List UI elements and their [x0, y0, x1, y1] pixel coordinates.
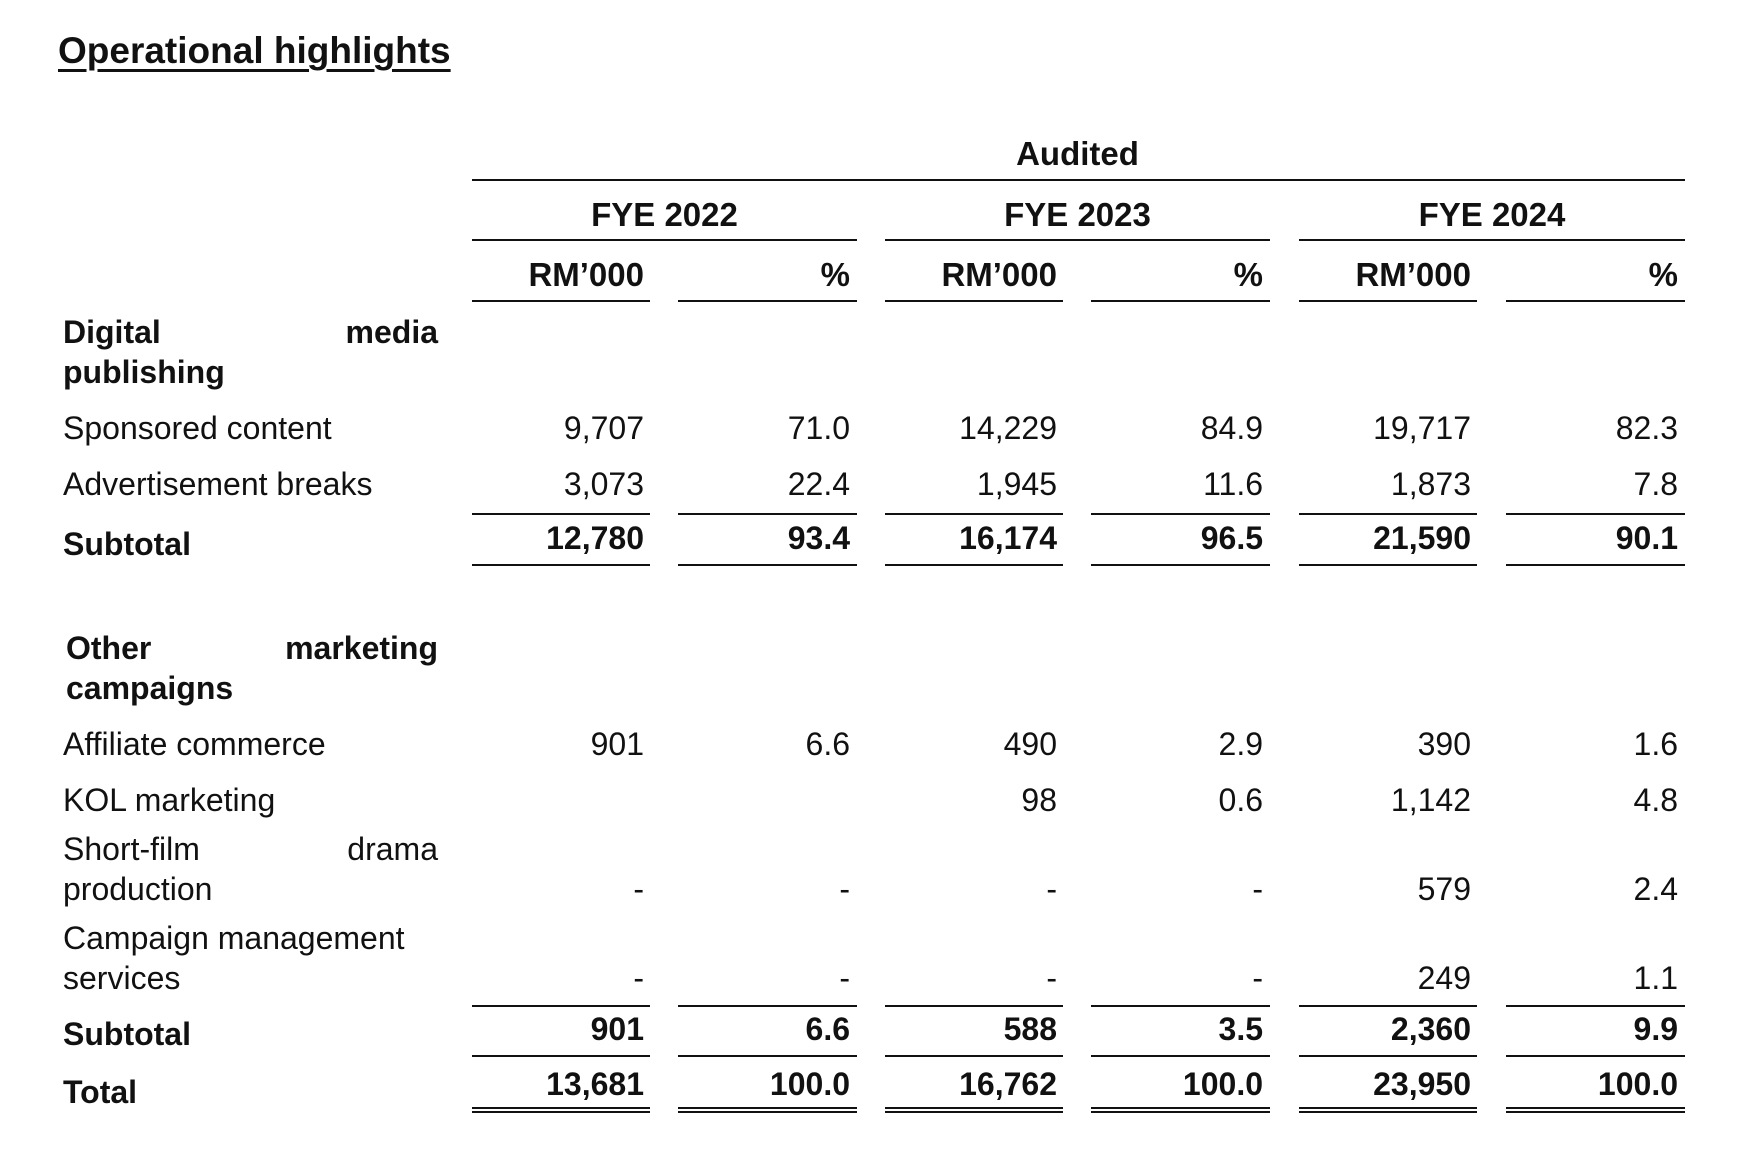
table-cell: 16,174 — [959, 520, 1057, 556]
table-cell: 579 — [1417, 871, 1471, 907]
table-cell: 22.4 — [787, 466, 850, 502]
table-cell: 2.4 — [1633, 871, 1678, 907]
table-cell: 19,717 — [1373, 410, 1471, 446]
col-rule — [472, 300, 650, 302]
pct-header: % — [1233, 256, 1263, 293]
table-cell: 1.1 — [1633, 960, 1678, 996]
table-cell: - — [633, 871, 644, 907]
table-cell: 84.9 — [1200, 410, 1263, 446]
table-cell: 93.4 — [787, 520, 850, 556]
col-rule — [885, 300, 1063, 302]
table-cell: 0.6 — [1218, 782, 1263, 818]
total-double-rule — [472, 1107, 650, 1113]
year-rule — [885, 239, 1270, 241]
table-cell: 100.0 — [1597, 1066, 1678, 1102]
table-cell: 9.9 — [1633, 1011, 1678, 1047]
table-cell: 1,142 — [1390, 782, 1471, 818]
unit-header: RM’000 — [941, 256, 1057, 293]
subtotal-rule — [678, 564, 857, 566]
table-cell: 3,073 — [563, 466, 644, 502]
table-cell: 7.8 — [1633, 466, 1678, 502]
subtotal-rule — [885, 564, 1063, 566]
table-cell: 23,950 — [1373, 1066, 1471, 1102]
unit-header: RM’000 — [1355, 256, 1471, 293]
col-rule — [1091, 300, 1270, 302]
table-cell: 11.6 — [1203, 466, 1263, 502]
audited-rule — [472, 179, 1685, 181]
table-cell: - — [1252, 960, 1263, 996]
table-cell: 1,873 — [1390, 466, 1471, 502]
table-cell: 1,945 — [976, 466, 1057, 502]
table-cell: 21,590 — [1373, 520, 1471, 556]
table-cell: 901 — [590, 1011, 644, 1047]
table-cell: 14,229 — [959, 410, 1057, 446]
table-cell: 249 — [1417, 960, 1471, 996]
table-cell: 6.6 — [805, 726, 850, 762]
table-cell: 71.0 — [787, 410, 850, 446]
total-double-rule — [1299, 1107, 1477, 1113]
table-cell: 13,681 — [546, 1066, 644, 1102]
table-cell: 6.6 — [805, 1011, 850, 1047]
subtotal-rule — [885, 1055, 1063, 1057]
total-double-rule — [1091, 1107, 1270, 1113]
table-cell: 100.0 — [1182, 1066, 1263, 1102]
page-title: Operational highlights — [58, 30, 451, 71]
year-rule — [1299, 239, 1685, 241]
subtotal-rule — [1299, 1055, 1477, 1057]
subtotal-rule — [1506, 513, 1685, 515]
subtotal-rule — [1091, 564, 1270, 566]
unit-header: RM’000 — [528, 256, 644, 293]
total-double-rule — [678, 1107, 857, 1113]
subtotal-rule — [472, 564, 650, 566]
subtotal-rule — [1091, 1055, 1270, 1057]
row-label-campaign-management-services: Campaign management services — [63, 920, 405, 996]
table-cell: 901 — [590, 726, 644, 762]
year-header-2023: FYE 2023 — [1004, 196, 1151, 233]
col-rule — [678, 300, 857, 302]
year-header-2024: FYE 2024 — [1418, 196, 1566, 233]
subtotal-rule — [678, 1005, 857, 1007]
table-cell: - — [1252, 871, 1263, 907]
row-label-subtotal: Subtotal — [63, 526, 191, 562]
table-cell: 90.1 — [1615, 520, 1678, 556]
subtotal-rule — [472, 1055, 650, 1057]
table-cell: 100.0 — [769, 1066, 850, 1102]
subtotal-rule — [678, 1055, 857, 1057]
total-double-rule — [1506, 1107, 1685, 1113]
pct-header: % — [820, 256, 850, 293]
table-cell: 9,707 — [563, 410, 644, 446]
subtotal-rule — [678, 513, 857, 515]
section-heading-digital-media-publishing: Digital media publishing — [63, 314, 438, 390]
table-cell: 16,762 — [959, 1066, 1057, 1102]
section-heading-other-marketing-campaigns: Other marketing campaigns — [66, 630, 438, 706]
table-cell: 4.8 — [1633, 782, 1678, 818]
row-label-affiliate-commerce: Affiliate commerce — [63, 726, 326, 762]
table-cell: - — [839, 960, 850, 996]
table-cell: 82.3 — [1615, 410, 1678, 446]
subtotal-rule — [885, 513, 1063, 515]
subtotal-rule — [1299, 513, 1477, 515]
col-rule — [1506, 300, 1685, 302]
subtotal-rule — [1091, 1005, 1270, 1007]
table-cell: 3.5 — [1218, 1011, 1263, 1047]
table-cell: 12,780 — [546, 520, 644, 556]
row-label-short-film-drama-production: Short-film drama production — [63, 831, 438, 907]
col-rule — [1299, 300, 1477, 302]
audited-header: Audited — [1016, 135, 1139, 172]
subtotal-rule — [1299, 564, 1477, 566]
table-cell: 98 — [1021, 782, 1057, 818]
pct-header: % — [1648, 256, 1678, 293]
subtotal-rule — [1506, 1005, 1685, 1007]
subtotal-rule — [1506, 564, 1685, 566]
row-label-kol-marketing: KOL marketing — [63, 782, 276, 818]
table-cell: - — [633, 960, 644, 996]
table-cell: 490 — [1003, 726, 1057, 762]
subtotal-rule — [472, 513, 650, 515]
table-cell: 2.9 — [1218, 726, 1263, 762]
row-label-subtotal: Subtotal — [63, 1016, 191, 1052]
total-double-rule — [885, 1107, 1063, 1113]
subtotal-rule — [885, 1005, 1063, 1007]
table-cell: - — [839, 871, 850, 907]
row-label-total: Total — [63, 1074, 138, 1110]
table-cell: 2,360 — [1390, 1011, 1471, 1047]
table-cell: - — [1046, 871, 1057, 907]
subtotal-rule — [1091, 513, 1270, 515]
subtotal-rule — [1506, 1055, 1685, 1057]
table-cell: 96.5 — [1200, 520, 1263, 556]
table-cell: 390 — [1417, 726, 1471, 762]
year-rule — [472, 239, 857, 241]
row-label-sponsored-content: Sponsored content — [63, 410, 332, 446]
table-cell: 588 — [1003, 1011, 1057, 1047]
row-label-advertisement-breaks: Advertisement breaks — [63, 466, 373, 502]
year-header-2022: FYE 2022 — [591, 196, 738, 233]
subtotal-rule — [1299, 1005, 1477, 1007]
table-cell: - — [1046, 960, 1057, 996]
subtotal-rule — [472, 1005, 650, 1007]
table-cell: 1.6 — [1633, 726, 1678, 762]
